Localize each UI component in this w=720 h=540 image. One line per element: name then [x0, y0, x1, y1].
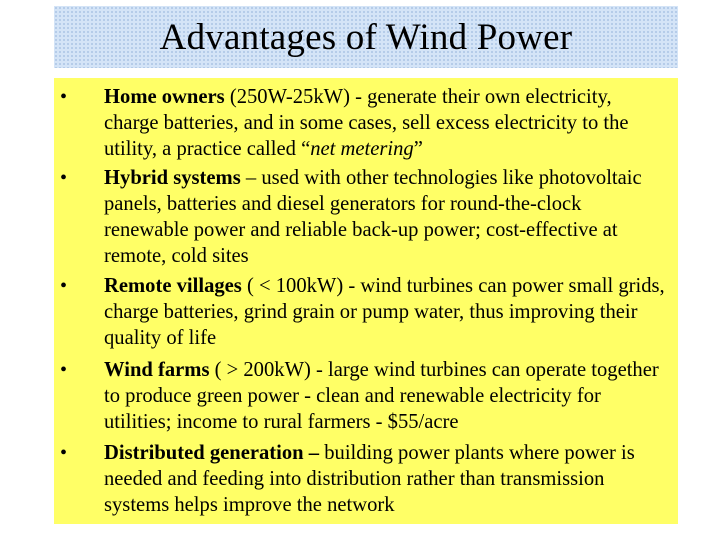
bullet-emphasis: net metering: [310, 138, 414, 160]
bullet-description: ( > 200kW) - large wind turbines can operate together to produce green power - clean and renewable electricity for utilities; income to rural farmers - $55/acre: [104, 359, 659, 433]
bullet-text: [104, 357, 670, 435]
bullet-term: Remote villages: [104, 275, 242, 297]
bullet-description: ( < 100kW) - wind turbines can power small grids, charge batteries, grind grain or pump water, thus improving their quality of life: [104, 275, 665, 349]
bullet-description: building power plants where power is needed and feeding into distribution rather than transmission systems helps improve the network: [104, 442, 635, 516]
bullet-icon: •: [60, 359, 68, 381]
title-banner: [54, 6, 678, 68]
bullet-description-end: ”: [413, 138, 423, 160]
bullet-term: Distributed generation –: [104, 442, 320, 464]
bullet-text: [104, 273, 670, 351]
bullet-text: [104, 84, 670, 162]
bullet-icon: •: [60, 442, 68, 464]
slide-title: Advantages of Wind Power: [159, 16, 573, 58]
bullet-description: – used with other technologies like photovoltaic panels, batteries and diesel generators for round-the-clock renewable power and reliable back-up power; cost-effective at remote, cold sites: [104, 167, 642, 267]
bullet-icon: •: [60, 86, 68, 108]
bullet-text: [104, 440, 670, 518]
bullet-description: (250W-25kW) - generate their own electricity, charge batteries, and in some cases, sell excess electricity to the utility, a practice called “: [104, 86, 629, 160]
bullet-term: Wind farms: [104, 359, 210, 381]
content-panel: [54, 78, 678, 524]
bullet-text: [104, 165, 670, 269]
bullet-term: Home owners: [104, 86, 225, 108]
bullet-term: Hybrid systems: [104, 167, 241, 189]
bullet-icon: •: [60, 275, 68, 297]
bullet-icon: •: [60, 167, 68, 189]
